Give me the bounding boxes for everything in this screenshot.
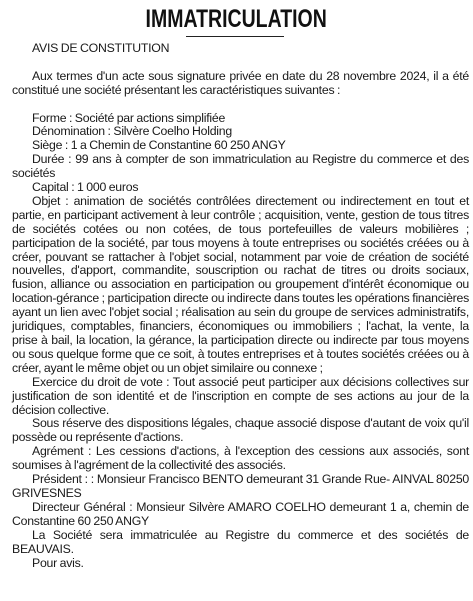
- agrement-paragraph: Agrément : Les cessions d'actions, à l'exception des cessions aux associés, sont soumises à l'agrément de la collectivité des associés.: [12, 444, 469, 473]
- reserve-paragraph: Sous réserve des dispositions légales, chaque associé dispose d'autant de voix qu'il possède ou représente d'actions.: [12, 416, 469, 445]
- spacer: [12, 56, 469, 70]
- capital-line: Capital : 1 000 euros: [32, 180, 139, 195]
- closing-line: Pour avis.: [32, 555, 84, 570]
- forme-line: Forme : Société par actions simplifiée: [32, 110, 226, 125]
- president-paragraph: Président : : Monsieur Francisco BENTO demeurant 31 Grande Rue- AINVAL 80250 GRIVESNES: [12, 472, 469, 500]
- siege-line: Siège : 1 a Chemin de Constantine 60 250 ANGY: [32, 138, 286, 153]
- vote-paragraph: Exercice du droit de vote : Tout associé peut participer aux décisions collectives sur justification de son identité et de l'inscription en compte de ses actions au jour de la décision collective.: [12, 374, 469, 417]
- title-underline: [186, 36, 284, 37]
- spacer: [12, 98, 469, 112]
- notice-heading: AVIS DE CONSTITUTION: [32, 41, 170, 55]
- denomination-line: Dénomination : Silvère Coelho Holding: [32, 124, 232, 139]
- duree-line: Durée : 99 ans à compter de son immatriculation au Registre du commerce et des sociétés: [12, 152, 469, 181]
- notice-body: [12, 42, 469, 570]
- header: [0, 4, 473, 34]
- immatriculation-paragraph: La Société sera immatriculée au Registre du commerce et des sociétés de BEAUVAIS.: [12, 527, 469, 556]
- intro-paragraph: Aux termes d'un acte sous signature privée en date du 28 novembre 2024, il a été constitué une société présentant les caractéristiques suivantes :: [12, 68, 469, 97]
- objet-paragraph: Objet : animation de sociétés contrôlées directement ou indirectement en tout et partie, en participant activement à leur contrôle ; acquisition, vente, gestion de tous titres de sociétés cotées ou non cotées, de tous portefeuilles de valeurs mobilières ; participation de la société, par tous moyens à toute entreprises ou sociétés créées ou à créer, pouvant se rattacher à l'objet social, notamment par voie de création de société nouvelles, d'apport, commandite, souscription ou rachat de titres ou droits sociaux, fusion, alliance ou association en participation ou groupement d'intérêt économique ou location-gérance ; participation directe ou indirecte dans toutes les opérations financières ayant un lien avec l'objet social ; réalisation au sein du groupe de services administratifs, juridiques, comptables, financiers, économiques ou immobiliers ; l'achat, la vente, la prise à bail, la location, la gérance, la participation directe ou indirecte par tous moyens ou sous quelque forme que ce soit, à toutes entreprises et à toutes sociétés créées ou à créer, ayant le même objet ou un objet similaire ou connexe ;: [12, 193, 469, 375]
- page-title: IMMATRICULATION: [145, 5, 328, 33]
- directeur-paragraph: Directeur Général : Monsieur Silvère AMARO COELHO demeurant 1 a, chemin de Constantine 60 250 ANGY: [12, 499, 469, 528]
